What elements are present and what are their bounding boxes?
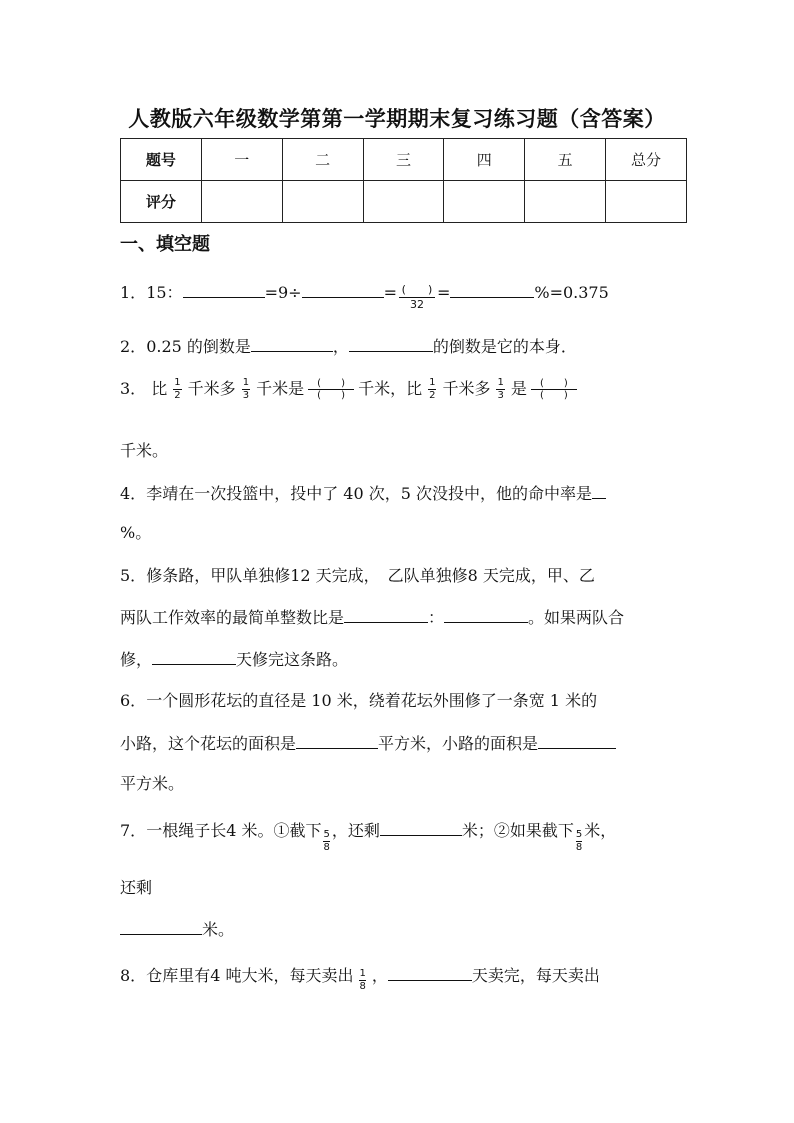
fraction-denominator[interactable]: ( ) <box>317 390 345 401</box>
question-text: 平方米，小路的面积是 <box>378 734 539 753</box>
fraction <box>428 377 436 402</box>
question-7-line-2: 还剩 <box>120 878 153 897</box>
score-input-cell[interactable] <box>282 181 363 223</box>
fraction-denominator: 8 <box>575 842 583 853</box>
fraction <box>496 377 504 402</box>
question-4 <box>120 482 606 505</box>
score-table-cell: 五 <box>525 139 606 181</box>
question-6-line-3: 平方米。 <box>120 774 185 793</box>
answer-blank[interactable] <box>296 732 378 749</box>
question-5 <box>120 565 595 587</box>
question-number: 5． <box>120 566 147 585</box>
question-text: 天修完这条路。 <box>236 650 349 669</box>
fraction-denominator: 3 <box>242 390 250 401</box>
question-text: 天卖完，每天卖出 <box>471 966 600 985</box>
question-1 <box>120 273 609 311</box>
question-text: ， <box>371 966 388 985</box>
answer-fraction[interactable] <box>308 378 354 401</box>
question-7-line-3 <box>120 918 234 941</box>
question-6 <box>120 690 597 712</box>
question-text: 修， <box>120 650 153 669</box>
answer-blank[interactable] <box>183 281 265 298</box>
answer-blank[interactable] <box>349 335 433 352</box>
fraction-numerator: 5 <box>323 829 330 840</box>
answer-blank[interactable] <box>344 606 428 623</box>
question-text: 小路，这个花坛的面积是 <box>120 734 297 753</box>
question-4-continuation: %。 <box>120 523 152 542</box>
page-title: 人教版六年级数学第第一学期期末复习练习题（含答案） <box>128 106 666 131</box>
question-text: =9÷ <box>264 283 302 302</box>
score-table <box>120 138 687 223</box>
fraction-denominator: 2 <box>429 390 436 401</box>
fraction <box>323 829 329 854</box>
fraction-denominator: 2 <box>174 390 181 401</box>
score-input-cell[interactable] <box>444 181 525 223</box>
fraction-denominator: 8 <box>359 981 366 992</box>
question-number: 4． <box>120 484 147 503</box>
question-text: 米；②如果截下 <box>461 821 574 840</box>
fraction-numerator: 5 <box>575 829 583 840</box>
score-input-cell[interactable] <box>363 181 444 223</box>
score-table-cell: 题号 <box>121 139 202 181</box>
question-3 <box>120 377 581 402</box>
score-input-cell[interactable] <box>525 181 606 223</box>
question-text: 15： <box>146 283 183 302</box>
score-table-header-row <box>121 139 687 181</box>
fraction-numerator[interactable]: ( ) <box>531 378 577 390</box>
fraction <box>576 829 582 854</box>
score-input-cell[interactable] <box>606 181 687 223</box>
question-text: 。如果两队合 <box>528 608 625 627</box>
question-number: 3． <box>120 379 147 398</box>
fraction-numerator: 1 <box>174 377 181 388</box>
answer-blank[interactable] <box>388 964 472 981</box>
question-text: 千米，比 <box>358 379 423 398</box>
score-table-score-row <box>121 181 687 223</box>
question-text: 李靖在一次投篮中，投中了 40 次，5 次没投中，他的命中率是 <box>146 484 592 503</box>
fraction <box>242 377 250 402</box>
score-table-cell: 二 <box>282 139 363 181</box>
score-table-cell: 评分 <box>121 181 202 223</box>
fraction-numerator[interactable]: ( ) <box>399 283 435 298</box>
answer-blank[interactable] <box>450 281 534 298</box>
question-text: %=0.375 <box>534 283 609 302</box>
fraction <box>173 377 181 402</box>
fraction <box>359 968 365 993</box>
answer-blank[interactable] <box>120 918 202 935</box>
question-text: ， <box>332 337 349 356</box>
fraction-numerator[interactable]: ( ) <box>308 378 354 390</box>
answer-blank[interactable] <box>592 482 606 499</box>
score-table-cell: 四 <box>444 139 525 181</box>
question-text: 一个圆形花坛的直径是 10 米，绕着花坛外围修了一条宽 1 米的 <box>146 691 598 710</box>
question-5-line-2 <box>120 606 624 629</box>
score-input-cell[interactable] <box>201 181 282 223</box>
question-6-line-2 <box>120 732 616 755</box>
fraction-numerator: 1 <box>359 968 366 979</box>
score-table-cell: 一 <box>201 139 282 181</box>
fraction-numerator: 1 <box>497 377 504 388</box>
question-text: 米。 <box>202 920 235 939</box>
question-number: 1． <box>120 283 147 302</box>
question-text: 仓库里有4 吨大米，每天卖出 <box>146 966 354 985</box>
question-text: 的倒数是它的本身． <box>432 337 577 356</box>
question-number: 7． <box>120 821 147 840</box>
answer-blank[interactable] <box>251 335 333 352</box>
question-5-line-3 <box>120 648 348 671</box>
question-number: 8． <box>120 966 147 985</box>
question-text: 千米多 <box>187 379 236 398</box>
question-text: 一根绳子长4 米。①截下 <box>146 821 322 840</box>
question-number: 2． <box>120 337 147 356</box>
question-text: 是 <box>510 379 527 398</box>
question-text: 比 <box>151 379 168 398</box>
question-2 <box>120 335 577 358</box>
fraction-denominator[interactable]: ( ) <box>539 390 568 401</box>
section-heading: 一、填空题 <box>120 234 210 255</box>
question-7 <box>120 815 617 853</box>
question-text: = <box>383 283 397 302</box>
fraction-denominator: 3 <box>497 390 504 401</box>
fraction <box>399 283 435 312</box>
fraction-denominator: 32 <box>409 298 424 311</box>
question-text: ，还剩 <box>331 821 380 840</box>
fraction-numerator: 1 <box>242 377 250 388</box>
answer-fraction[interactable] <box>531 378 577 401</box>
answer-blank[interactable] <box>444 606 528 623</box>
question-8 <box>120 960 600 992</box>
question-text: = <box>436 283 451 302</box>
fraction-denominator: 8 <box>323 842 330 853</box>
question-text: 米， <box>584 821 617 840</box>
question-text: 修条路，甲队单独修12 天完成， 乙队单独修8 天完成，甲、乙 <box>146 566 595 585</box>
question-number: 6． <box>120 691 147 710</box>
answer-blank[interactable] <box>152 648 236 665</box>
answer-blank[interactable] <box>302 281 384 298</box>
question-text: 千米是 <box>256 379 305 398</box>
question-text: 0.25 的倒数是 <box>146 337 251 356</box>
question-text: 千米多 <box>442 379 491 398</box>
score-table-cell: 三 <box>363 139 444 181</box>
answer-blank[interactable] <box>538 732 616 749</box>
score-table-cell: 总分 <box>606 139 687 181</box>
answer-blank[interactable] <box>380 819 462 836</box>
question-text: ： <box>428 608 445 627</box>
fraction-numerator: 1 <box>429 377 436 388</box>
question-3-continuation: 千米。 <box>120 441 169 460</box>
question-text: 两队工作效率的最简单整数比是 <box>120 608 345 627</box>
